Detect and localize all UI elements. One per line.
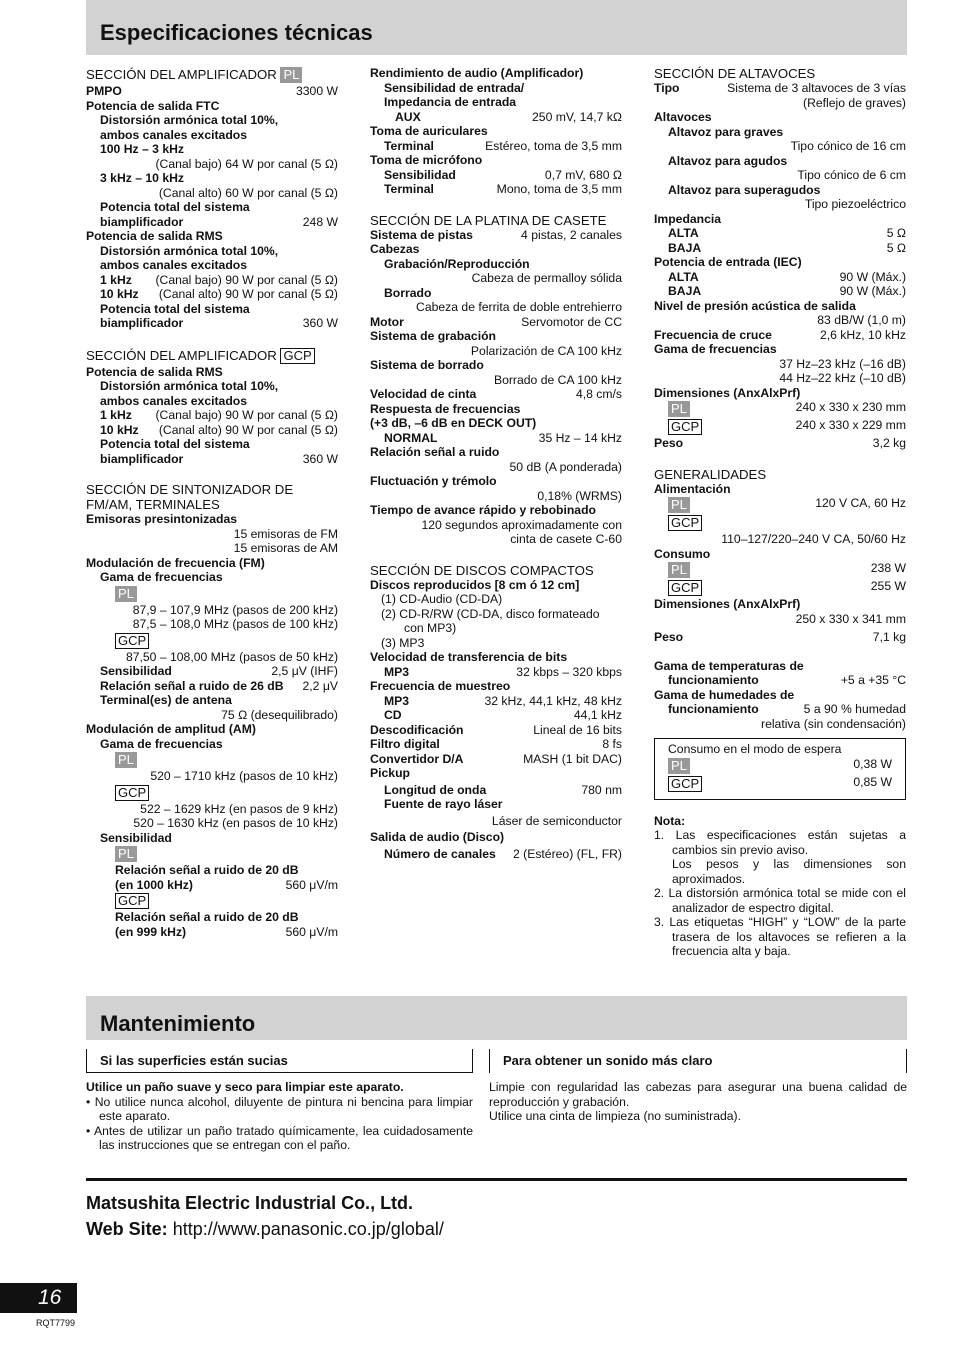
spec-row: ALTA 5 Ω [668,226,906,240]
spec-row: GCP 255 W [654,579,906,597]
maint-title: Mantenimiento [100,1011,256,1036]
footer-divider [86,1178,907,1181]
spec-row: Terminal Estéreo, toma de 3,5 mm [384,138,622,153]
spec-row: biamplificador 248 W [100,214,338,229]
clear-sound-text: Limpie con regularidad las cabezas para asegurar una buena calidad de reproducción y grabación. Utilice una cinta de limpieza (no suministrada). [489,1080,907,1123]
spec-row: Descodificación Lineal de 16 bits [370,722,622,737]
spec-row: MP3 32 kbps – 320 kbps [384,664,622,679]
gcp-badge: GCP [668,515,702,531]
amp-pl-heading: SECCIÓN DEL AMPLIFICADOR PL [86,66,338,84]
pl-badge: PL [668,401,690,417]
spec-row: Terminal Mono, toma de 3,5 mm [384,182,622,196]
spec-row: ALTA 90 W (Máx.) [668,269,906,284]
spec-row: AUX 250 mV, 14,7 kΩ [395,109,622,124]
spec-row: BAJA 5 Ω [668,240,906,255]
spec-row: PL 238 W [654,561,906,579]
spec-row: GCP 0,85 W [668,775,892,793]
spec-row: Longitud de onda 780 nm [384,782,622,797]
spec-row: Peso 7,1 kg [654,630,906,644]
spec-row: PL 0,38 W [668,757,892,775]
spec-row: (en 1000 kHz) 560 μV/m [115,877,338,892]
speaker-heading: SECCIÓN DE ALTAVOCES [654,66,816,81]
spec-row: (en 999 kHz) 560 μV/m [115,924,338,939]
column-1: SECCIÓN DEL AMPLIFICADOR PL PMPO 3300 W Potencia de salida FTC Distorsión armónica total 10%, ambos canales excitados 100 Hz – 3 kHz (Canal bajo) 64 W por canal (5 Ω) 3 kHz – 10 kHz (Canal alto) 60 W por canal (5 Ω) Potencia total del sistema biamplificador 248 W Potencia de salida RMS Distorsión armónica total 10%, ambos canales excitados 1 kHz (Canal bajo) 90 W por canal (5 Ω) 10 kHz (Canal alto) 90 W por canal (5 Ω) Potencia total del sistema biamplificador 360 W SECCIÓN DEL AMPLIFICADOR GCP Potencia de salida RMS Distorsión armónica total 10%, ambos canales excitados 1 kHz (Canal bajo) 90 W por canal (5 Ω) 10 kHz (Canal alto) 90 W por canal (5 Ω) Potencia total del sistema biamplificador 360 W SECCIÓN DE SINTONIZADOR DE FM/AM, TERMINALES Emisoras presintonizadas 15 emisoras de FM 15 emisoras de AM Modulación de frecuencia (FM) Gama de frecuencias PL 87,9 – 107,9 MHz (pasos de 200 kHz) 87,5 – 108,0 MHz (pasos de 100 kHz) GCP 87,50 – 108,00 MHz (pasos de 50 kHz) Sensibilidad 2,5 μV (IHF) Relación señal a ruido de 26 dB 2,2 μV Terminal(es) de antena 75 Ω (desequilibrado) Modulación de amplitud (AM) Gama de frecuencias PL 520 – 1710 kHz (pasos de 10 kHz) GCP 522 – 1629 kHz (en pasos de 9 kHz) 520 – 1630 kHz (en pasos de 10 kHz) Sensibilidad PL Relación señal a ruido de 20 dB (en 1000 kHz) 560 μV/m GCP Relación señal a ruido de 20 dB (en 999 kHz) 560 μV/m [86,67,338,939]
cd-heading: SECCIÓN DE DISCOS COMPACTOS [370,562,594,578]
pl-badge: PL [668,497,690,513]
note-title: Nota: [654,813,686,828]
spec-row: BAJA 90 W (Máx.) [668,284,906,298]
spec-row: funcionamiento +5 a +35 °C [668,673,906,687]
gcp-badge: GCP [115,633,149,649]
amp-gcp-heading: SECCIÓN DEL AMPLIFICADOR GCP [86,347,338,365]
spec-row: PL 240 x 330 x 230 mm [654,400,906,418]
deck-heading: SECCIÓN DE LA PLATINA DE CASETE [370,212,607,228]
spec-row: Frecuencia de cruce 2,6 kHz, 10 kHz [654,327,906,342]
gcp-badge: GCP [115,893,149,909]
gcp-badge: GCP [668,419,702,435]
column-2: Rendimiento de audio (Amplificador) Sensibilidad de entrada/ Impedancia de entrada AUX 250 mV, 14,7 kΩ Toma de auriculares Terminal Estéreo, toma de 3,5 mm Toma de micrófono Sensibilidad 0,7 mV, 680 Ω Terminal Mono, toma de 3,5 mm SECCIÓN DE LA PLATINA DE CASETE Sistema de pistas 4 pistas, 2 canales Cabezas Grabación/Reproducción Cabeza de permalloy sólida Borrado Cabeza de ferrita de doble entrehierro Motor Servomotor de CC Sistema de grabación Polarización de CA 100 kHz Sistema de borrado Borrado de CA 100 kHz Velocidad de cinta 4,8 cm/s Respuesta de frecuencias (+3 dB, –6 dB en DECK OUT) NORMAL 35 Hz – 14 kHz Relación señal a ruido 50 dB (A ponderada) Fluctuación y trémolo 0,18% (WRMS) Tiempo de avance rápido y rebobinado 120 segundos aproximadamente con cinta de casete C-60 SECCIÓN DE DISCOS COMPACTOS Discos reproducidos [8 cm ó 12 cm] (1) CD-Audio (CD-DA) (2) CD-R/RW (CD-DA, disco formateado con MP3) (3) MP3 Velocidad de transferencia de bits MP3 32 kbps – 320 kbps Frecuencia de muestreo MP3 32 kHz, 44,1 kHz, 48 kHz CD 44,1 kHz Descodificación Lineal de 16 bits Filtro digital 8 fs Convertidor D/A MASH (1 bit DAC) Pickup Longitud de onda 780 nm Fuente de rayo láser Láser de semiconductor Salida de audio (Disco) Número de canales 2 (Estéreo) (FL, FR) [370,66,622,861]
gcp-badge: GCP [280,348,314,364]
spec-row: Relación señal a ruido de 26 dB 2,2 μV [100,678,338,693]
company-info: Matsushita Electric Industrial Co., Ltd. Web Site: http://www.panasonic.co.jp/global/ [86,1190,444,1242]
spec-row: 10 kHz (Canal alto) 90 W por canal (5 Ω) [100,287,338,301]
pl-badge: PL [115,586,137,602]
spec-row: funcionamiento 5 a 90 % humedad [668,702,906,716]
spec-row: 10 kHz (Canal alto) 90 W por canal (5 Ω) [100,422,338,437]
spec-row: Peso 3,2 kg [654,436,906,450]
document-code: RQT7799 [36,1318,76,1328]
spec-row: Velocidad de cinta 4,8 cm/s [370,387,622,401]
spec-row: Motor Servomotor de CC [370,314,622,329]
spec-row: NORMAL 35 Hz – 14 kHz [384,430,622,445]
maint-title-bar [86,996,907,1040]
spec-row: Convertidor D/A MASH (1 bit DAC) [370,751,622,766]
spec-row: Número de canales 2 (Estéreo) (FL, FR) [384,846,622,861]
clear-sound-heading: Para obtener un sonido más claro [489,1049,907,1073]
gcp-badge: GCP [668,776,702,792]
company-name: Matsushita Electric Industrial Co., Ltd. [86,1193,414,1213]
spec-row: PMPO 3300 W [86,84,338,98]
column-3: SECCIÓN DE ALTAVOCES Tipo Sistema de 3 altavoces de 3 vías (Reflejo de graves) Altavoces Altavoz para graves Tipo cónico de 16 cm Altavoz para agudos Tipo cónico de 6 cm Altavoz para superagudos Tipo piezoeléctrico Impedancia ALTA 5 Ω BAJA 5 Ω Potencia de entrada (IEC) ALTA 90 W (Máx.) BAJA 90 W (Máx.) Nivel de presión acústica de salida 83 dB/W (1,0 m) Frecuencia de cruce 2,6 kHz, 10 kHz Gama de frecuencias 37 Hz–23 kHz (–16 dB) 44 Hz–22 kHz (–10 dB) Dimensiones (AnxAlxPrf) PL 240 x 330 x 230 mm GCP 240 x 330 x 229 mm Peso 3,2 kg GENERALIDADES Alimentación PL 120 V CA, 60 Hz GCP 110–127/220–240 V CA, 50/60 Hz Consumo PL 238 W GCP 255 W Dimensiones (AnxAlxPrf) 250 x 330 x 341 mm Peso 7,1 kg Gama de temperaturas de funcionamiento +5 a +35 °C Gama de humedades de funcionamiento 5 a 90 % humedad relativa (sin condensación) Consumo en el modo de espera PL 0,38 W GCP 0,85 W Nota: 1. Las especificaciones están sujetas a cambios sin previo aviso. Los pesos y las dimensiones son aproximados. 2. La distorsión armónica total se mide con el analizador de espectro digital. 3. Las etiquetas “HIGH” y “LOW” de la parte trasera de los altavoces se refieren a la frecuencia alta y baja. [654,66,906,958]
pl-badge: PL [115,846,137,862]
dirty-surfaces-heading: Si las superficies están sucias [86,1049,473,1073]
spec-row: Sensibilidad 0,7 mV, 680 Ω [384,167,622,182]
spec-row: Filtro digital 8 fs [370,737,622,751]
pl-badge: PL [668,562,690,578]
dirty-surfaces-text: Utilice un paño suave y seco para limpiar este aparato. • No utilice nunca alcohol, diluyente de pintura ni bencina para limpiar este aparato. • Antes de utilizar un paño tratado químicamente, lea cuidadosamente las instrucciones que se entregan con el paño. [86,1080,473,1152]
spec-row: 1 kHz (Canal bajo) 90 W por canal (5 Ω) [100,408,338,422]
website-link[interactable]: http://www.panasonic.co.jp/global/ [172,1219,444,1239]
spec-row: Sensibilidad 2,5 μV (IHF) [100,664,338,678]
spec-row: MP3 32 kHz, 44,1 kHz, 48 kHz [384,693,622,708]
pl-badge: PL [280,67,302,83]
gcp-badge: GCP [115,785,149,801]
spec-row: PL 120 V CA, 60 Hz [654,496,906,514]
spec-row: GCP 240 x 330 x 229 mm [654,418,906,436]
spec-row: 1 kHz (Canal bajo) 90 W por canal (5 Ω) [100,272,338,287]
general-heading: GENERALIDADES [654,466,767,482]
spec-row: Sistema de pistas 4 pistas, 2 canales [370,227,622,242]
spec-title: Especificaciones técnicas [100,20,373,45]
page-number: 16 [0,1283,77,1313]
tuner-heading: SECCIÓN DE SINTONIZADOR DE FM/AM, TERMINALES [86,482,294,512]
standby-box: Consumo en el modo de espera PL 0,38 W GCP 0,85 W [654,738,906,800]
pl-badge: PL [115,752,137,768]
spec-row: biamplificador 360 W [100,451,338,466]
pl-badge: PL [668,758,690,774]
spec-title-bar [86,0,907,55]
spec-row: CD 44,1 kHz [384,708,622,722]
spec-row: biamplificador 360 W [100,316,338,330]
spec-row: Tipo Sistema de 3 altavoces de 3 vías [654,81,906,95]
gcp-badge: GCP [668,580,702,596]
